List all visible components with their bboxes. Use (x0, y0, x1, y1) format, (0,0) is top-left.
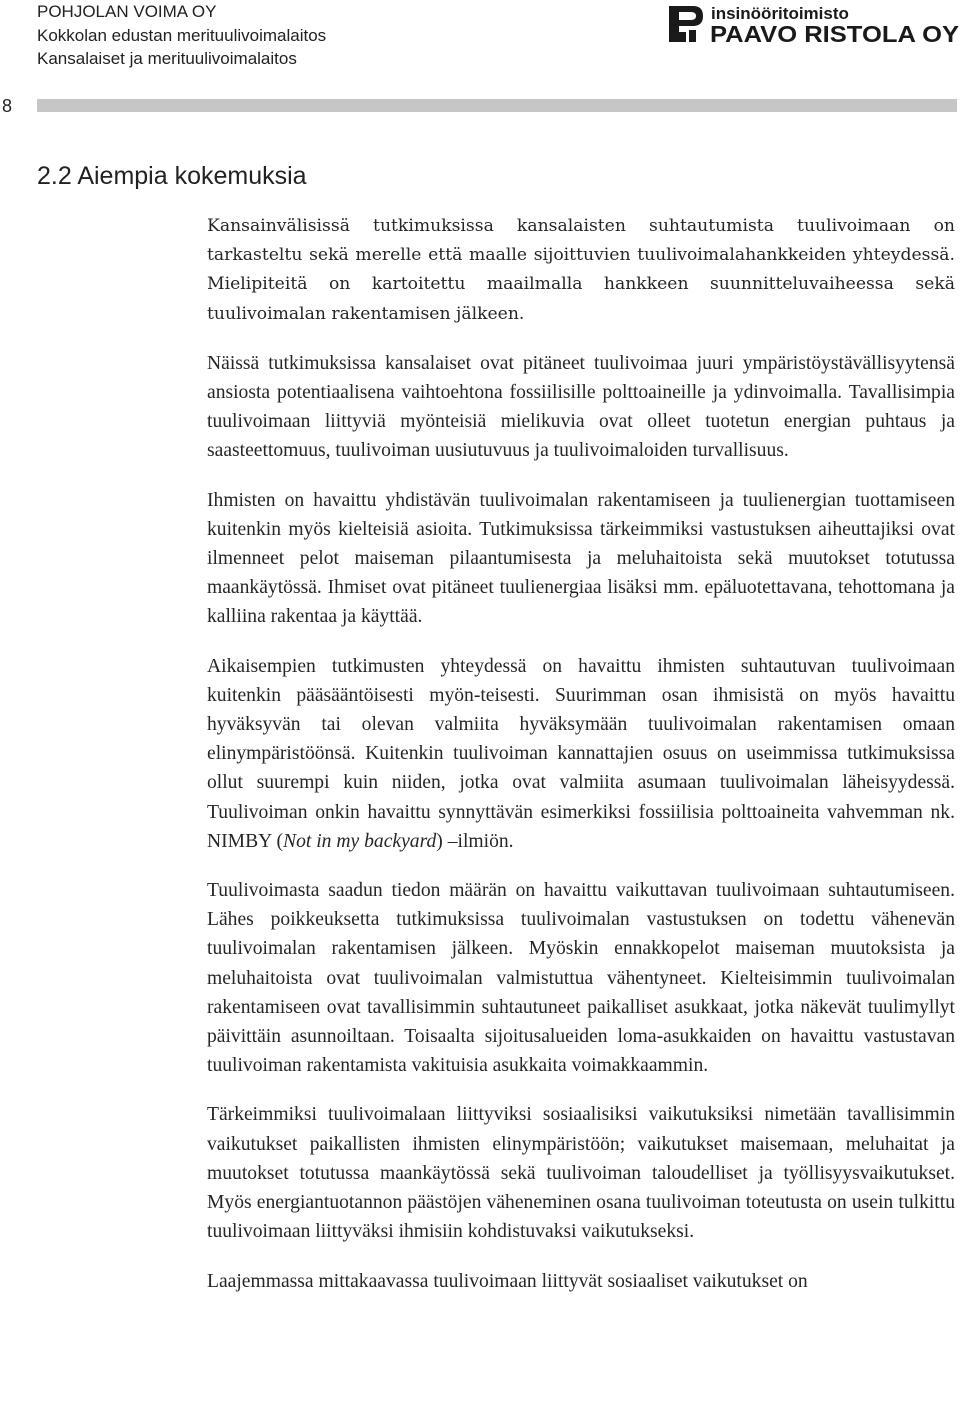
section-body (207, 212, 955, 1316)
paragraph-2: Näissä tutkimuksissa kansalaiset ovat pitäneet tuulivoimaa juuri ympäristöystävällisyytensä ansiosta potentiaalisena vaihtoehtona fossiilisille polttoaineille ja ydinvoimalla. Tavallisimpia tuulivoimaan liittyviä myönteisiä mielikuvia ovat olleet tuotetun energian puhtaus ja saasteettomuus, tuulivoiman uusiutuvuus ja tuulivoimaloiden turvallisuus. (207, 352, 955, 462)
paragraph-4: Aikaisempien tutkimusten yhteydessä on havaittu ihmisten suhtautuvan tuulivoimaan kuitenkin pääsääntöisesti myön-teisesti. Suurimman osan ihmisistä on myös havaittu hyväksyvän tai olevan valmiita hyväksymään tuulivoimalan rakentamisen omaan elinympäristöönsä. Kuitenkin tuulivoiman kannattajien osuus on useimmissa tutkimuksissa ollut suurempi kuin niiden, jotka ovat valmiita asumaan tuulivoimalan läheisyydessä. Tuulivoiman onkin havaittu synnyttävän esimerkiksi fossiilisia polttoaineita vahvemman nk. NIMBY (Not in my backyard) –ilmiön. (207, 655, 955, 852)
logo-p-mark-icon (669, 6, 703, 42)
paragraph-5: Tuulivoimasta saadun tiedon määrän on havaittu vaikuttavan tuulivoimaan suhtautumiseen. Lähes poikkeuksetta tutkimuksissa tuulivoimalan vastustuksen on todettu vähenevän tuulivoimalan rakentamisen jälkeen. Myöskin ennakkopelot maiseman muutoksista ja meluhaitoista ovat tuulivoimalan valmistuttua vähentyneet. Kielteisimmin tuulivoimalan rakentamiseen ovat tavallisimmin suhtautuneet paikalliset asukkaat, jotka näkevät tuulimyllyt päivittäin asunnoiltaan. Toisaalta sijoitusalueiden loma-asukkaiden on havaittu vastustavan tuulivoiman rakentamista vakituisia asukkaita voimakkaammin. (207, 880, 955, 1077)
project-name: Kokkolan edustan merituulivoimalaitos (37, 25, 327, 45)
paragraph-1: Kansainvälisissä tutkimuksissa kansalaisten suhtautumista tuulivoimaan on tarkasteltu sekä merelle että maalle sijoittuvien tuulivoimalahankkeiden yhteydessä. Mielipiteitä on kartoitettu maailmalla hankkeen suunnitteluvaiheessa sekä tuulivoimalan rakentamisen jälkeen. (207, 216, 955, 324)
logo-line-2: PAAVO RISTOLA OY (710, 21, 959, 44)
paragraph-7: Laajemmassa mittakaavassa tuulivoimaan liittyvät sosiaaliset vaikutukset on (207, 1270, 808, 1292)
section-heading: 2.2 Aiempia kokemuksia (37, 162, 307, 190)
paavo-ristola-logo (669, 4, 960, 44)
header-rule (37, 99, 957, 112)
company-name: POHJOLAN VOIMA OY (37, 2, 217, 21)
document-title: Kansalaiset ja merituulivoimalaitos (37, 49, 297, 68)
nimby-phrase: Not in my backyard (283, 830, 437, 852)
page-number: 8 (2, 96, 13, 116)
paragraph-3: Ihmisten on havaittu yhdistävän tuulivoimalan rakentamiseen ja tuulienergian tuottamiseen kuitenkin myös kielteisiä asioita. Tutkimuksissa tärkeimmiksi vastustuksen aiheuttajiksi ovat ilmenneet pelot maiseman pilaantumisesta ja meluhaitoista sekä muutokset totutussa maankäytössä. Ihmiset ovat pitäneet tuulienergiaa lisäksi mm. epäluotettavana, tehottomana ja kalliina rakentaa ja käyttää. (207, 489, 955, 628)
paragraph-6: Tärkeimmiksi tuulivoimalaan liittyviksi sosiaalisiksi vaikutuksiksi nimetään tavallisimmin vaikutukset paikallisten ihmisten elinympäristöön; vaikutukset maisemaan, meluhaitat ja muutokset totutussa maankäytössä sekä tuulivoiman taloudelliset ja työllisyysvaikutukset. Myös energiantuotannon päästöjen väheneminen osana tuulivoiman toteutusta on usein tulkittu tuulivoimaan liittyväksi ihmisiin kohdistuvaksi vaikutukseksi. (207, 1104, 955, 1243)
document-header (37, 0, 326, 71)
logo-line-1: insinööritoimisto (711, 4, 849, 23)
